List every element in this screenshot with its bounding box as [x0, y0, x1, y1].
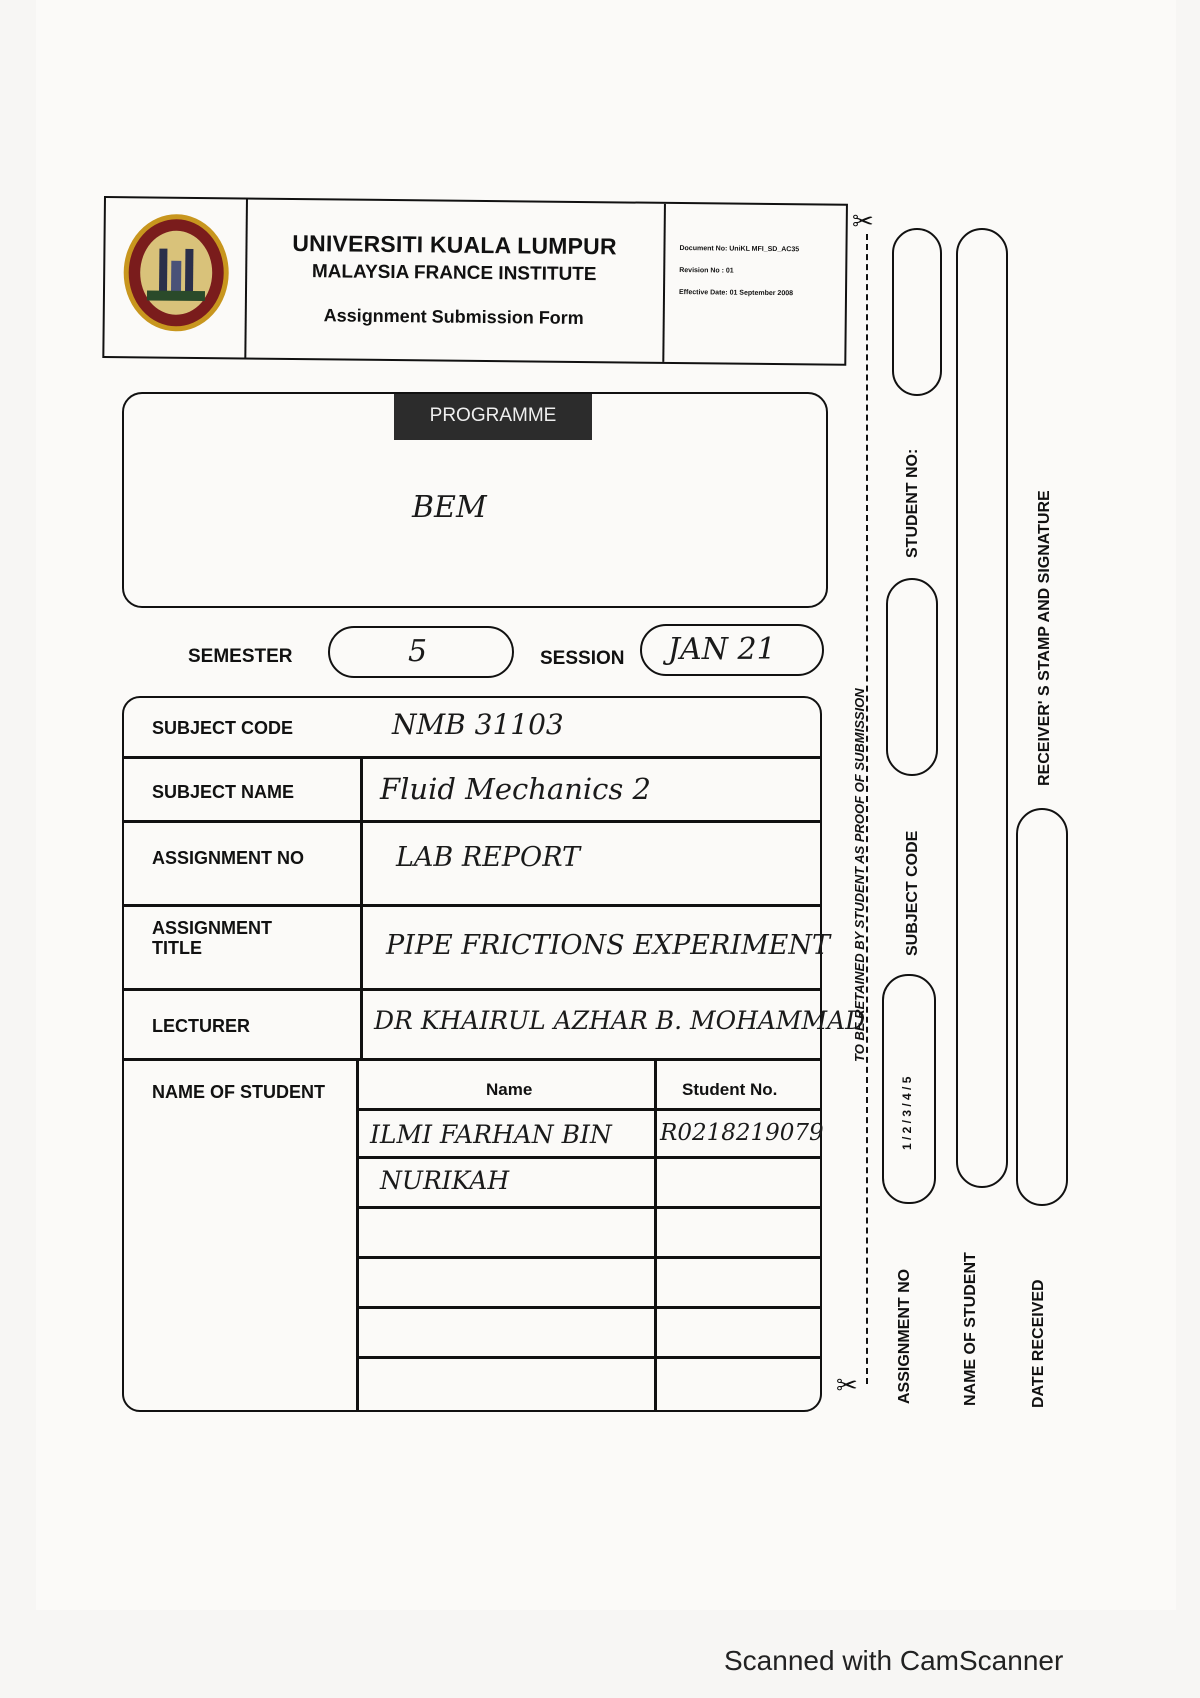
date-received-label: DATE RECEIVED — [1030, 1279, 1047, 1408]
lecturer-label: LECTURER — [152, 1016, 250, 1036]
name-of-student-side-label: NAME OF STUDENT — [962, 1252, 979, 1406]
student-no-column-header: Student No. — [682, 1080, 778, 1099]
subject-code-field[interactable] — [886, 578, 938, 776]
revision-number: Revision No : 01 — [679, 267, 734, 275]
assignment-title-label-line2: TITLE — [152, 938, 202, 958]
scissors-icon: ✂ — [836, 1370, 858, 1400]
assignment-no-side-label: ASSIGNMENT NO — [896, 1268, 913, 1404]
receiver-stamp-label: RECEIVER' S STAMP AND SIGNATURE — [1036, 490, 1053, 786]
name-of-student-field[interactable] — [956, 228, 1008, 1188]
student-number-1: R0218219079 — [660, 1120, 824, 1146]
document-info — [664, 204, 846, 364]
subject-code-value: NMB 31103 — [392, 708, 564, 741]
row-divider — [356, 1108, 820, 1111]
student-no-label: STUDENT NO: — [904, 448, 921, 558]
date-received-field[interactable] — [1016, 808, 1068, 1206]
institute-name: MALAYSIA FRANCE INSTITUTE — [311, 261, 597, 286]
subject-code-side-label: SUBJECT CODE — [904, 830, 921, 956]
session-value: JAN 21 — [668, 632, 776, 667]
semester-label: SEMESTER — [188, 646, 293, 667]
student-no-field[interactable] — [892, 228, 942, 396]
row-divider — [356, 1206, 820, 1209]
title-cell — [244, 199, 666, 361]
assignment-title-label-line1: ASSIGNMENT — [152, 918, 273, 938]
document-number: Document No: UniKL MFI_SD_AC35 — [679, 245, 800, 254]
assignment-title-value: PIPE FRICTIONS EXPERIMENT — [386, 930, 830, 961]
subject-name-value: Fluid Mechanics 2 — [380, 772, 651, 806]
assignment-no-value: LAB REPORT — [396, 842, 581, 873]
column-divider — [360, 756, 363, 1058]
row-divider — [124, 904, 820, 907]
student-name-2: NURIKAH — [380, 1166, 510, 1195]
row-divider — [124, 1058, 820, 1061]
row-divider — [356, 1356, 820, 1359]
retain-note: TO BE RETAINED BY STUDENT AS PROOF OF SUBMISSION — [852, 688, 867, 1062]
semester-value: 5 — [408, 634, 428, 669]
effective-date: Effective Date: 01 September 2008 — [678, 289, 794, 298]
row-divider — [356, 1306, 820, 1309]
university-logo-icon — [121, 212, 232, 333]
subject-name-label: SUBJECT NAME — [152, 782, 295, 802]
programme-label: PROGRAMME — [394, 394, 592, 440]
session-label: SESSION — [540, 648, 625, 669]
scanner-watermark: Scanned with CamScanner — [724, 1645, 1064, 1676]
subject-code-label: SUBJECT CODE — [152, 718, 294, 738]
row-divider — [356, 1256, 820, 1259]
form-title: Assignment Submission Form — [323, 305, 584, 329]
row-divider — [356, 1156, 820, 1159]
row-divider — [124, 820, 820, 823]
assignment-options: 1 / 2 / 3 / 4 / 5 — [900, 1076, 914, 1150]
programme-value: BEM — [412, 490, 487, 525]
university-name: UNIVERSITI KUALA LUMPUR — [292, 229, 617, 260]
lecturer-value: DR KHAIRUL AZHAR B. MOHAMMAD — [374, 1006, 866, 1035]
name-of-student-label: NAME OF STUDENT — [152, 1082, 325, 1102]
logo-cell — [104, 198, 248, 357]
student-name-1: ILMI FARHAN BIN — [370, 1120, 612, 1149]
row-divider — [124, 756, 820, 759]
name-column-header: Name — [486, 1080, 533, 1099]
scissors-icon: ✂ — [852, 206, 874, 236]
assignment-no-label: ASSIGNMENT NO — [152, 848, 305, 868]
form-header — [102, 196, 848, 366]
row-divider — [124, 988, 820, 991]
